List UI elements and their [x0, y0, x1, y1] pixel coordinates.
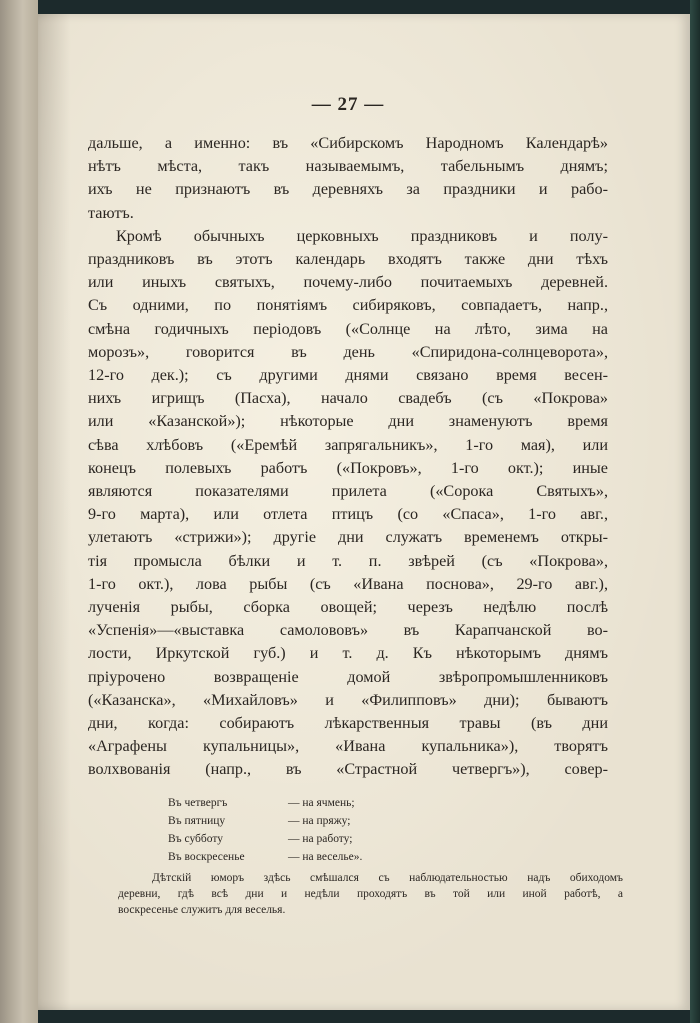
text-line: лости, Иркутской губ.) и т. д. Къ нѣкоторымъ днямъ	[88, 644, 608, 663]
text-line: конецъ полевыхъ работъ («Покровъ», 1-го окт.); иные	[88, 458, 608, 477]
page-number: — 27 —	[311, 94, 385, 115]
footnote-activity: — на ячмень;	[288, 797, 355, 809]
text-line: таютъ.	[88, 203, 134, 222]
footnote-line: Дѣтскій юморъ здѣсь смѣшался съ наблюдательностью надъ обиходомъ	[152, 872, 623, 884]
text-line: тія промысла бѣлки и т. п. звѣрей (съ «Покрова»,	[88, 551, 608, 570]
footnote-day: Въ воскресенье	[168, 851, 245, 863]
text-line: «Успенія»—«выставка самолововъ» въ Карапчанской во-	[88, 621, 608, 640]
footnote-day: Въ четвергъ	[168, 797, 228, 809]
adjacent-page-edge	[0, 0, 38, 1023]
footnote-row	[168, 812, 448, 830]
text-line: 1-го окт.), лова рыбы (съ «Ивана поснова», 29-го авг.),	[88, 574, 608, 593]
book-spine	[690, 0, 700, 1023]
footnote-row	[168, 794, 448, 812]
text-line: ихъ не признаютъ въ деревняхъ за праздники и рабо-	[88, 180, 608, 199]
text-line: морозъ», говорится въ день «Спиридона-солнцеворота»,	[88, 342, 608, 361]
text-line: дальше, а именно: въ «Сибирскомъ Народномъ Календарѣ»	[88, 134, 608, 152]
footnote-activity: — на работу;	[288, 833, 353, 845]
text-line: дни, когда: собираютъ лѣкарственныя травы (въ дни	[88, 714, 608, 733]
footnote-activity: — на пряжу;	[288, 815, 351, 827]
text-line: смѣна годичныхъ періодовъ («Солнце на лѣто, зима на	[88, 319, 608, 338]
footnote-text	[118, 870, 623, 918]
text-line: являются показателями прилета («Сорока Святыхъ»,	[88, 482, 608, 501]
footnote-list	[168, 794, 448, 866]
text-line: сѣва хлѣбовъ («Еремѣй запрягальникъ», 1-го мая), или	[88, 435, 608, 454]
footnote-day: Въ пятницу	[168, 815, 226, 827]
text-line: праздниковъ въ этотъ календарь входятъ также дни тѣхъ	[88, 250, 608, 269]
text-line: волхвованія (напр., въ «Страстной четвергъ»), совер-	[88, 760, 608, 779]
footnote-line: воскресенье служитъ для веселья.	[118, 904, 286, 916]
text-line: нѣтъ мѣста, такъ называемымъ, табельнымъ днямъ;	[88, 157, 608, 176]
footnote-line: деревни, гдѣ всѣ дни и недѣли проходятъ въ той или иной работѣ, а	[118, 888, 623, 900]
footnote-day: Въ субботу	[168, 833, 223, 845]
text-line: Съ одними, по понятіямъ сибиряковъ, совпадаетъ, напр.,	[88, 296, 608, 315]
footnote-row	[168, 848, 448, 866]
book-page	[38, 14, 690, 1010]
text-line: Кромѣ обычныхъ церковныхъ праздниковъ и полу-	[116, 226, 608, 245]
text-line: («Казанска», «Михайловъ» и «Филипповъ» дни); бываютъ	[88, 690, 608, 709]
text-line: или иныхъ святыхъ, почему-либо почитаемыхъ деревней.	[88, 273, 608, 292]
text-line: пріурочено возвращеніе домой звѣропромышленниковъ	[88, 667, 608, 686]
text-line: 12-го дек.); съ другими днями связано время весен-	[88, 366, 608, 385]
text-line: 9-го марта), или отлета птицъ (со «Спаса», 1-го авг.,	[88, 505, 608, 524]
footnote-activity: — на веселье».	[288, 851, 363, 863]
footnote-row	[168, 830, 448, 848]
text-line: или «Казанской»); нѣкоторые дни знаменуютъ время	[88, 412, 608, 431]
text-line: нихъ игрищъ (Пасха), начало свадебъ (съ «Покрова»	[88, 389, 608, 408]
body-text	[88, 132, 608, 782]
text-line: «Аграфены купальницы», «Ивана купальника»), творятъ	[88, 737, 608, 756]
text-line: лученія рыбы, сборка овощей; черезъ недѣлю послѣ	[88, 598, 608, 617]
text-line: улетаютъ «стрижи»); другіе дни служатъ временемъ откры-	[88, 528, 608, 547]
